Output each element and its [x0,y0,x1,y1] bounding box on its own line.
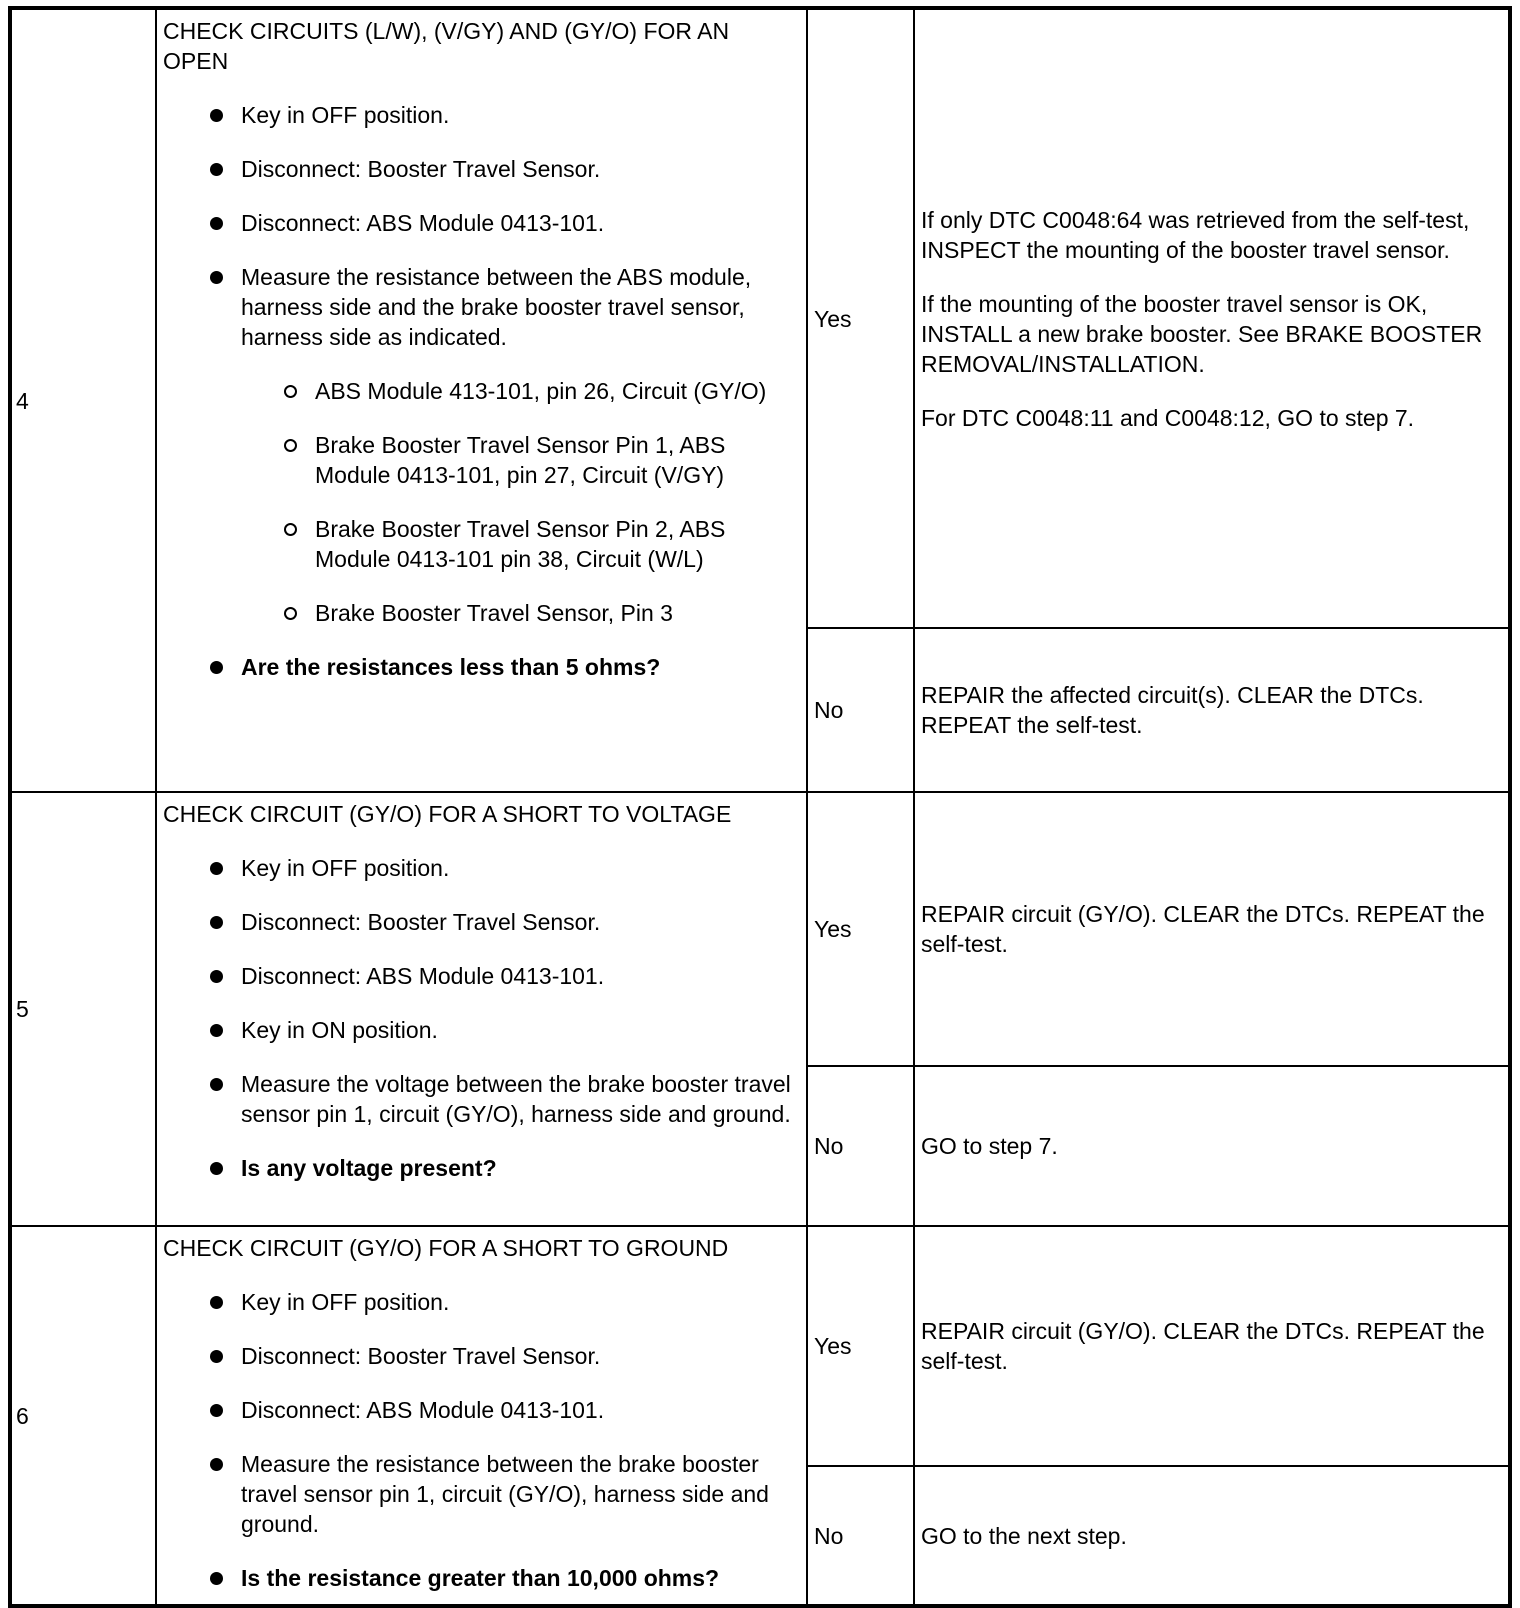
sub-step: Brake Booster Travel Sensor Pin 2, ABS Module 0413-101 pin 38, Circuit (W/L) [315,514,800,574]
test-question: Are the resistances less than 5 ohms? [241,652,800,682]
test-description [156,8,807,792]
diagnostic-table [8,6,1512,1608]
action-no: REPAIR the affected circuit(s). CLEAR the DTCs. REPEAT the self-test. [914,628,1510,792]
sub-steps-list [241,376,800,628]
step-number: 6 [10,1226,156,1606]
test-step: Disconnect: Booster Travel Sensor. [241,1341,800,1371]
test-steps-list [163,853,800,1183]
action-yes: REPAIR circuit (GY/O). CLEAR the DTCs. REPEAT the self-test. [914,1226,1510,1466]
step-5-row-yes [10,792,1510,1066]
test-step: Measure the voltage between the brake booster travel sensor pin 1, circuit (GY/O), harness side and ground. [241,1069,800,1129]
sub-step: ABS Module 413-101, pin 26, Circuit (GY/O) [315,376,800,406]
step-number: 4 [10,8,156,792]
action-paragraph: If the mounting of the booster travel sensor is OK, INSTALL a new brake booster. See BRAKE BOOSTER REMOVAL/INSTALLATION. [921,290,1483,377]
test-step: Disconnect: Booster Travel Sensor. [241,154,800,184]
test-description [156,1226,807,1606]
test-title: CHECK CIRCUIT (GY/O) FOR A SHORT TO VOLTAGE [163,801,732,827]
test-steps-list [163,1287,800,1593]
test-step: Disconnect: ABS Module 0413-101. [241,1395,800,1425]
test-description [156,792,807,1226]
test-step: Key in ON position. [241,1015,800,1045]
answer-no: No [807,1466,914,1606]
sub-step: Brake Booster Travel Sensor Pin 1, ABS Module 0413-101, pin 27, Circuit (V/GY) [315,430,800,490]
answer-yes: Yes [807,792,914,1066]
answer-yes: Yes [807,1226,914,1466]
test-step: Key in OFF position. [241,100,800,130]
answer-no: No [807,1066,914,1226]
step-4-row-yes [10,8,1510,628]
test-title: CHECK CIRCUITS (L/W), (V/GY) AND (GY/O) FOR AN OPEN [163,18,730,74]
test-step: Key in OFF position. [241,1287,800,1317]
answer-yes: Yes [807,8,914,628]
action-paragraph: For DTC C0048:11 and C0048:12, GO to step 7. [921,404,1415,431]
test-step-text: Measure the resistance between the ABS module, harness side and the brake booster travel sensor, harness side as indicated. [241,264,752,350]
sub-step: Brake Booster Travel Sensor, Pin 3 [315,598,800,628]
action-paragraph: If only DTC C0048:64 was retrieved from the self-test, INSPECT the mounting of the booster travel sensor. [921,206,1470,263]
test-title: CHECK CIRCUIT (GY/O) FOR A SHORT TO GROUND [163,1235,729,1261]
test-step: Disconnect: ABS Module 0413-101. [241,208,800,238]
action-no: GO to step 7. [914,1066,1510,1226]
test-step [241,262,800,628]
test-question: Is the resistance greater than 10,000 ohms? [241,1563,800,1593]
test-step: Key in OFF position. [241,853,800,883]
action-yes [914,8,1510,628]
answer-no: No [807,628,914,792]
test-question: Is any voltage present? [241,1153,800,1183]
step-number: 5 [10,792,156,1226]
test-step: Disconnect: Booster Travel Sensor. [241,907,800,937]
test-steps-list [163,100,800,682]
action-no: GO to the next step. [914,1466,1510,1606]
test-step: Disconnect: ABS Module 0413-101. [241,961,800,991]
step-6-row-yes [10,1226,1510,1466]
action-yes: REPAIR circuit (GY/O). CLEAR the DTCs. REPEAT the self-test. [914,792,1510,1066]
test-step: Measure the resistance between the brake booster travel sensor pin 1, circuit (GY/O), harness side and ground. [241,1449,800,1539]
